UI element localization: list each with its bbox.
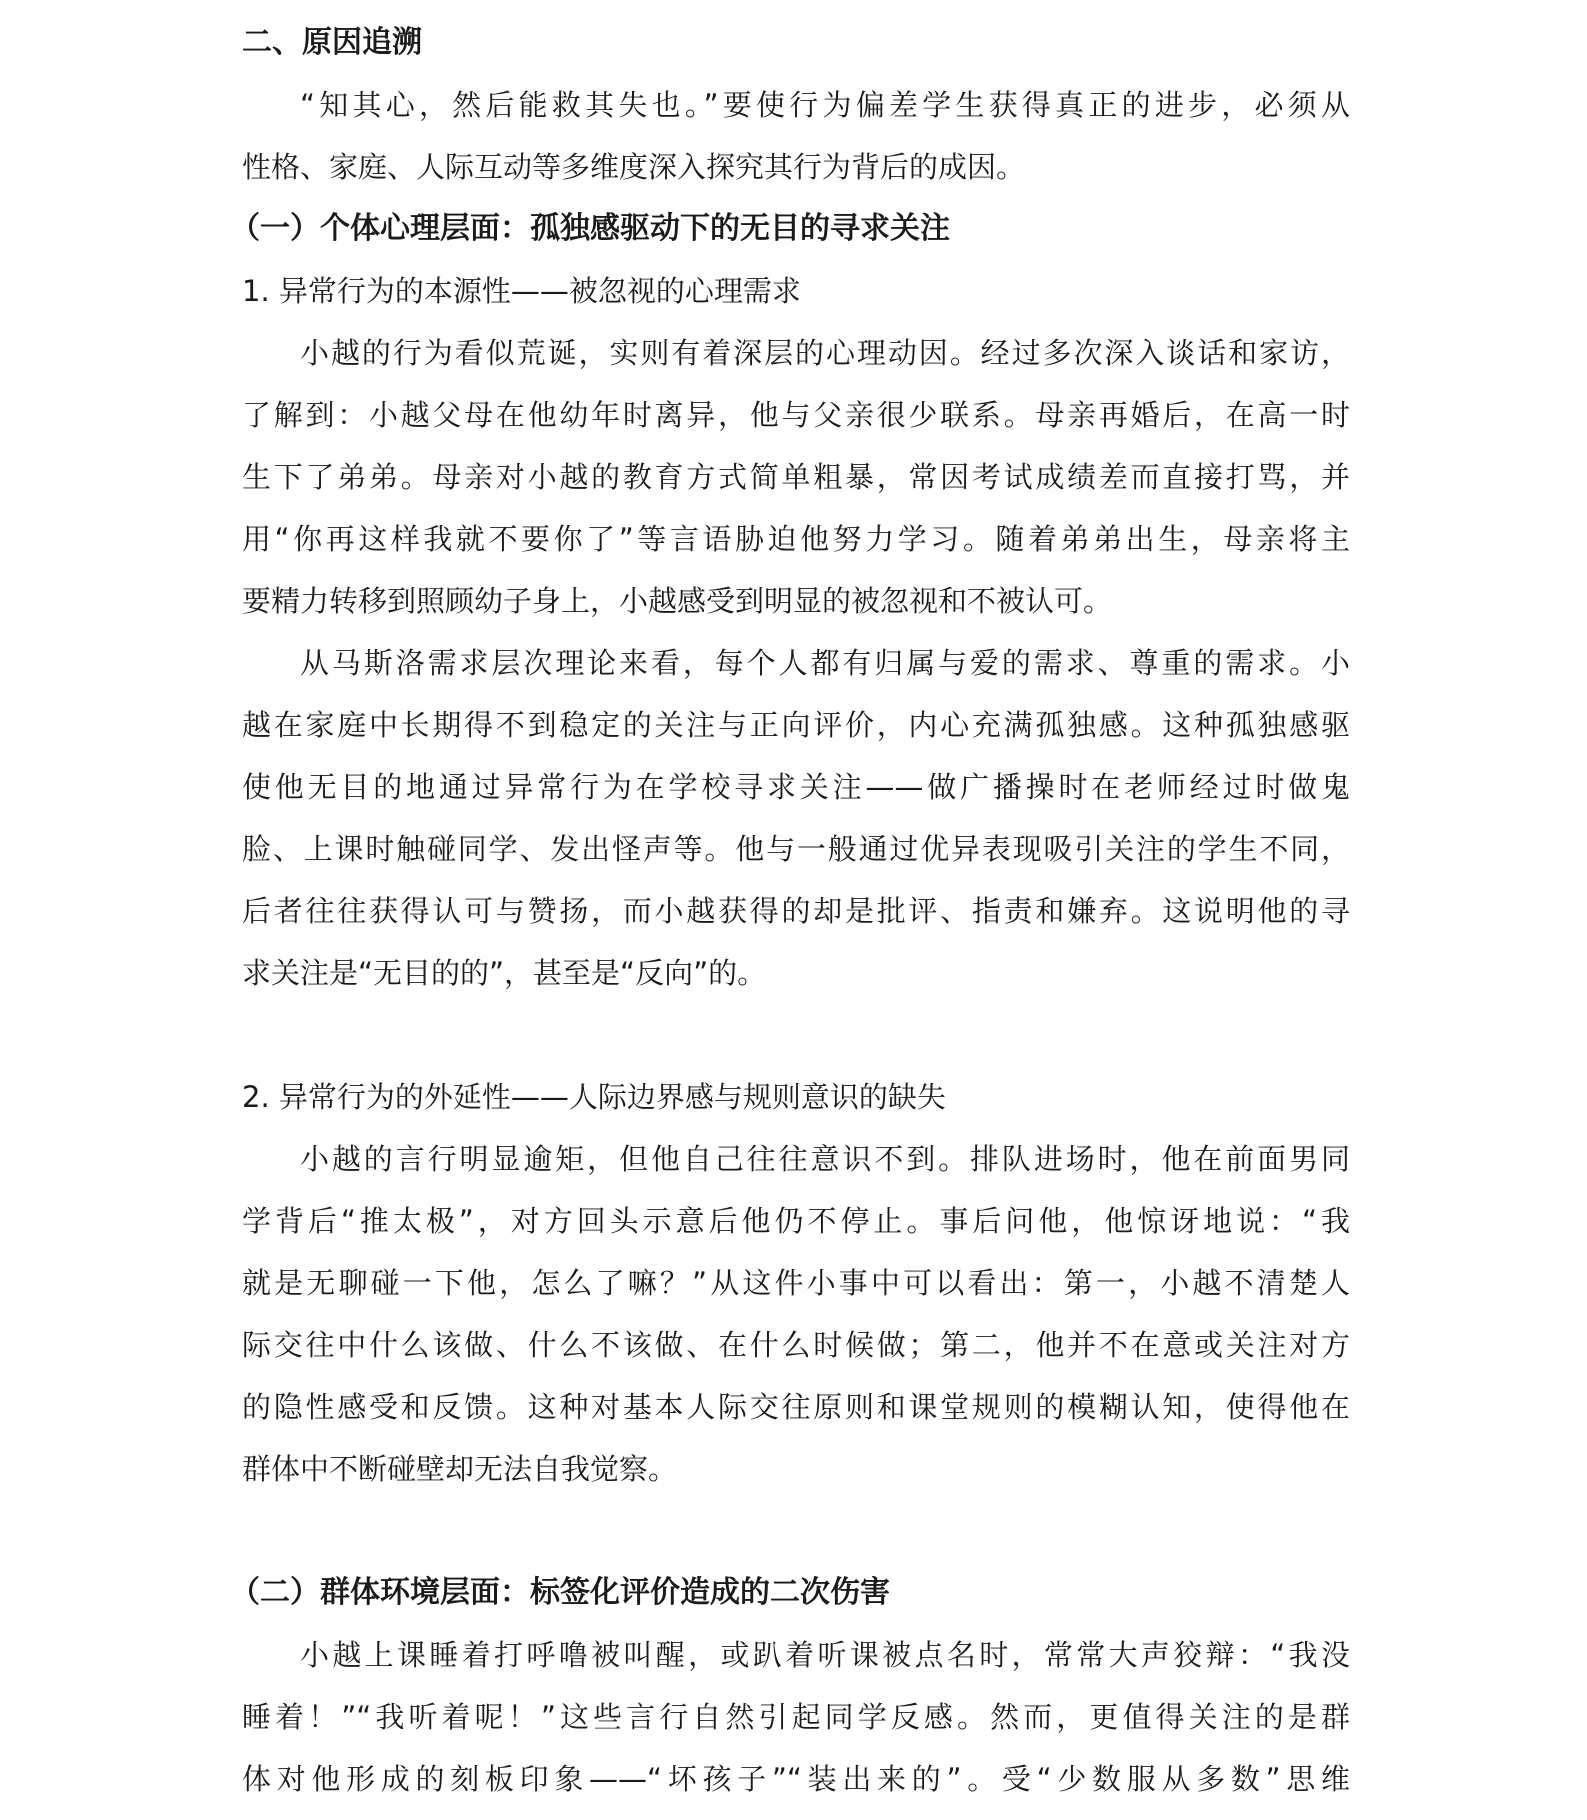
sub2-paragraph-1 bbox=[242, 1128, 1350, 1500]
text-line: 了解到：小越父母在他幼年时离异，他与父亲很少联系。母亲再婚后，在高一时 bbox=[242, 398, 1350, 432]
part2-heading: （二）群体环境层面：标签化评价造成的二次伤害 bbox=[230, 1575, 890, 1610]
text-line: 际交往中什么该做、什么不该做、在什么时候做；第二，他并不在意或关注对方 bbox=[242, 1328, 1350, 1362]
part2-paragraph-1 bbox=[242, 1624, 1350, 1810]
section-title: 二、原因追溯 bbox=[242, 25, 422, 60]
text-line: 小越上课睡着打呼噜被叫醒，或趴着听课被点名时，常常大声狡辩：“我没 bbox=[300, 1638, 1350, 1672]
sub1-paragraph-1 bbox=[242, 322, 1350, 632]
part1-heading: （一）个体心理层面：孤独感驱动下的无目的寻求关注 bbox=[230, 211, 950, 246]
text-line: “知其心，然后能救其失也。”要使行为偏差学生获得真正的进步，必须从 bbox=[300, 88, 1350, 122]
text-line: 就是无聊碰一下他，怎么了嘛？”从这件小事中可以看出：第一，小越不清楚人 bbox=[242, 1266, 1350, 1300]
text-line: 小越的言行明显逾矩，但他自己往往意识不到。排队进场时，他在前面男同 bbox=[300, 1142, 1350, 1176]
text-line: 要精力转移到照顾幼子身上，小越感受到明显的被忽视和不被认可。 bbox=[242, 584, 1113, 618]
text-line: 用“你再这样我就不要你了”等言语胁迫他努力学习。随着弟弟出生，母亲将主 bbox=[242, 522, 1350, 556]
text-line: 越在家庭中长期得不到稳定的关注与正向评价，内心充满孤独感。这种孤独感驱 bbox=[242, 708, 1350, 742]
text-line: 小越的行为看似荒诞，实则有着深层的心理动因。经过多次深入谈话和家访， bbox=[300, 336, 1350, 370]
sub1-paragraph-2 bbox=[242, 632, 1350, 1004]
blank-line bbox=[242, 1004, 1350, 1066]
sub1-heading: 1. 异常行为的本源性——被忽视的心理需求 bbox=[242, 274, 801, 308]
text-line: 使他无目的地通过异常行为在学校寻求关注——做广播操时在老师经过时做鬼 bbox=[242, 770, 1350, 804]
text-line: 求关注是“无目的的”，甚至是“反向”的。 bbox=[242, 956, 767, 990]
blank-line bbox=[242, 1500, 1350, 1562]
text-line: 学背后“推太极”，对方回头示意后他仍不停止。事后问他，他惊讶地说：“我 bbox=[242, 1204, 1350, 1238]
sub2-heading: 2. 异常行为的外延性——人际边界感与规则意识的缺失 bbox=[242, 1080, 946, 1114]
text-line: 从马斯洛需求层次理论来看，每个人都有归属与爱的需求、尊重的需求。小 bbox=[300, 646, 1350, 680]
text-line: 体对他形成的刻板印象——“坏孩子”“装出来的”。受“少数服从多数”思维 bbox=[242, 1762, 1350, 1796]
text-line: 睡着！”“我听着呢！”这些言行自然引起同学反感。然而，更值得关注的是群 bbox=[242, 1700, 1350, 1734]
text-line: 性格、家庭、人际互动等多维度深入探究其行为背后的成因。 bbox=[242, 150, 1026, 184]
text-line: 群体中不断碰壁却无法自我觉察。 bbox=[242, 1452, 678, 1486]
text-line: 的隐性感受和反馈。这种对基本人际交往原则和课堂规则的模糊认知，使得他在 bbox=[242, 1390, 1350, 1424]
text-line: 后者往往获得认可与赞扬，而小越获得的却是批评、指责和嫌弃。这说明他的寻 bbox=[242, 894, 1350, 928]
text-line: 生下了弟弟。母亲对小越的教育方式简单粗暴，常因考试成绩差而直接打骂，并 bbox=[242, 460, 1350, 494]
text-line: 脸、上课时触碰同学、发出怪声等。他与一般通过优异表现吸引关注的学生不同， bbox=[242, 832, 1350, 866]
intro-paragraph bbox=[242, 74, 1350, 198]
document-page bbox=[230, 12, 1350, 1810]
